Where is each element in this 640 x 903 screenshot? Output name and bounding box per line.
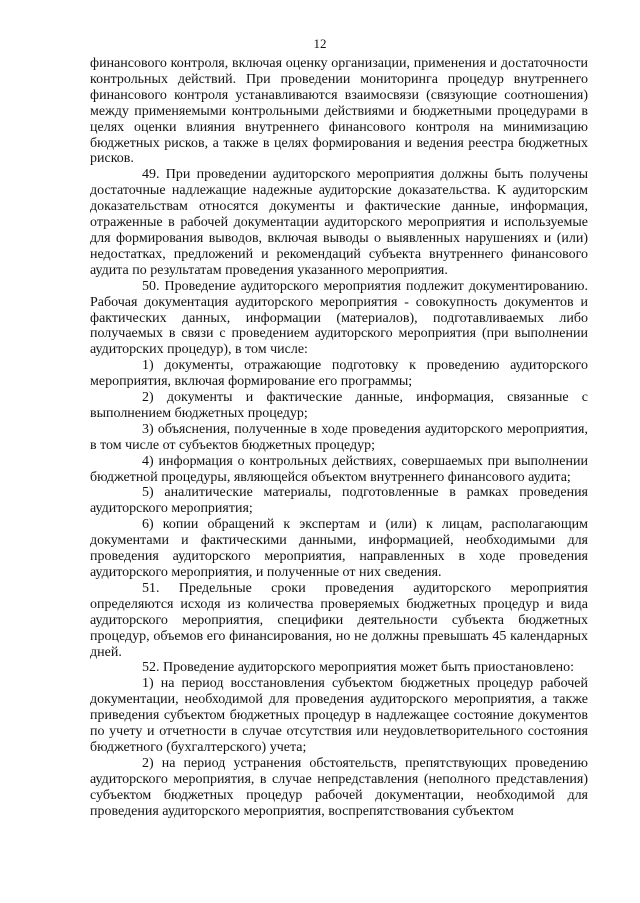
paragraph-49: 49. При проведении аудиторского мероприятия должны быть получены достаточные надлежащие надежные аудиторские доказательства. К аудиторским доказательствам относятся документы и фактические данные, информация, отраженные в рабочей документации аудиторского мероприятия и используемые для формирования выводов, включая выводы о выявленных нарушениях и (или) недостатках, предложений и рекомендаций субъекта внутреннего финансового аудита по результатам проведения указанного мероприятия. — [90, 167, 588, 278]
list-item-50-2: 2) документы и фактические данные, информация, связанные с выполнением бюджетных процедур; — [90, 390, 588, 421]
document-body — [90, 56, 588, 820]
list-item-52-2: 2) на период устранения обстоятельств, препятствующих проведению аудиторского мероприятия, в случае непредставления (неполного представления) субъектом бюджетных процедур рабочей документации, необходимой для проведения аудиторского мероприятия, воспрепятствования субъектом — [90, 755, 588, 819]
list-item-50-6: 6) копии обращений к экспертам и (или) к лицам, располагающим документами и фактическими данными, информацией, необходимыми для проведения аудиторского мероприятия, направленных в ходе проведения аудиторского мероприятия, и полученные от них сведения. — [90, 517, 588, 580]
page-number: 12 — [313, 36, 327, 51]
paragraph-52: 52. Проведение аудиторского мероприятия может быть приостановлено: — [142, 660, 575, 676]
paragraph-50: 50. Проведение аудиторского мероприятия подлежит документированию. Рабочая документация аудиторского мероприятия - совокупность документов и фактических данных, информации (материалов), подготавливаемых либо получаемых в связи с проведением аудиторского мероприятия (при выполнении аудиторских процедур), в том числе: — [90, 278, 588, 358]
paragraph-continuation: финансового контроля, включая оценку организации, применения и достаточности контрольных действий. При проведении мониторинга процедур внутреннего финансового контроля устанавливаются взаимосвязи (связующие соотношения) между применяемыми контрольными действиями и бюджетными процедурами в целях оценки влияния внутреннего финансового контроля на минимизацию бюджетных рисков, а также в целях формирования и ведения реестра бюджетных рисков. — [90, 56, 588, 167]
list-item-50-3: 3) объяснения, полученные в ходе проведения аудиторского мероприятия, в том числе от субъектов бюджетных процедур; — [90, 421, 588, 453]
list-item-50-5: 5) аналитические материалы, подготовленные в рамках проведения аудиторского мероприятия; — [90, 485, 588, 517]
paragraph-51: 51. Предельные сроки проведения аудиторского мероприятия определяются исходя из количества проверяемых бюджетных процедур и вида аудиторского мероприятия, специфики деятельности субъекта бюджетных процедур, объемов его финансирования, но не должны превышать 45 календарных дней. — [90, 580, 588, 660]
list-item-50-1: 1) документы, отражающие подготовку к проведению аудиторского мероприятия, включая формирование его программы; — [90, 358, 588, 390]
list-item-50-4: 4) информация о контрольных действиях, совершаемых при выполнении бюджетной процедуры, являющейся объектом внутреннего финансового аудита; — [90, 453, 588, 485]
list-item-52-1: 1) на период восстановления субъектом бюджетных процедур рабочей документации, необходимой для проведения аудиторского мероприятия, а также приведения субъектом бюджетных процедур в надлежащее состояние документов по учету и отчетности в случае отсутствия или неудовлетворительного состояния бюджетного (бухгалтерского) учета; — [90, 676, 588, 755]
